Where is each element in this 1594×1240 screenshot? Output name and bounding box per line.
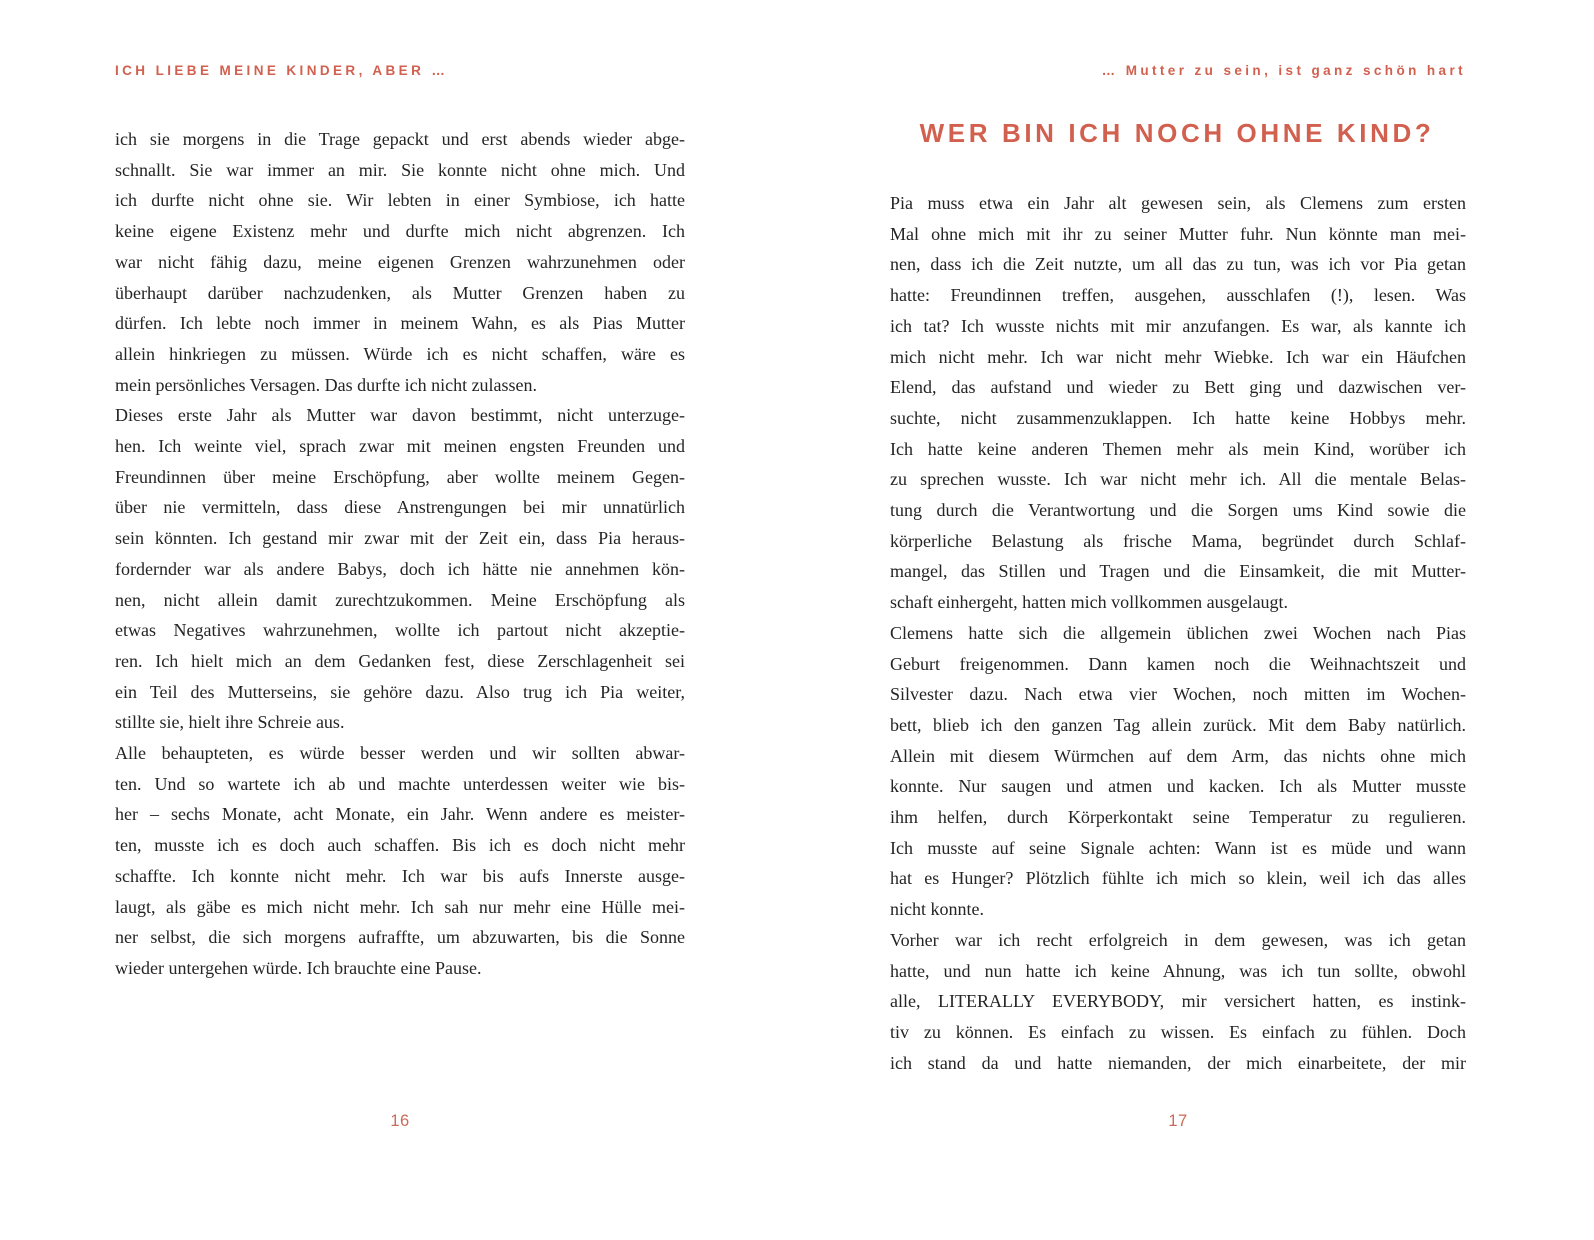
text-line: ich sie morgens in die Trage gepackt und erst abends wieder abge- [115, 129, 685, 149]
text-line: suchte, nicht zusammenzuklappen. Ich hatte keine Hobbys mehr. [890, 407, 1466, 428]
text-line: ihm helfen, durch Körperkontakt seine Temperatur zu regulieren. [890, 807, 1466, 828]
text-line: allein hinkriegen zu müssen. Würde ich es nicht schaffen, wäre es [115, 343, 685, 364]
text-line: Clemens hatte sich die allgemein üblichen zwei Wochen nach Pias [890, 622, 1466, 643]
text-line: ich stand da und hatte niemanden, der mich einarbeitete, der mir [890, 1052, 1466, 1073]
right-page-body [890, 188, 1466, 1078]
chapter-heading: WER BIN ICH NOCH OHNE KIND? [919, 118, 1435, 148]
left-running-head: ICH LIEBE MEINE KINDER, ABER … [115, 63, 449, 78]
text-line: keine eigene Existenz mehr und durfte mich nicht abgrenzen. Ich [115, 221, 685, 242]
text-line: überhaupt darüber nachzudenken, als Mutter Grenzen haben zu [115, 282, 685, 303]
text-line: mein persönliches Versagen. Das durfte ich nicht zulassen. [115, 374, 538, 395]
text-line: Silvester dazu. Nach etwa vier Wochen, noch mitten im Wochen- [890, 684, 1466, 705]
text-line: fordernder war als andere Babys, doch ich hätte nie annehmen kön- [115, 558, 685, 579]
text-line: hat es Hunger? Plötzlich fühlte ich mich so klein, weil ich das alles [890, 868, 1466, 889]
text-line: ich tat? Ich wusste nichts mit mir anzufangen. Es war, als kannte ich [890, 315, 1466, 336]
text-line: über nie vermitteln, dass diese Anstrengungen bei mir unnatürlich [115, 497, 685, 518]
text-line: nicht konnte. [890, 899, 984, 920]
text-line: Ich hatte keine anderen Themen mehr als mein Kind, worüber ich [890, 438, 1466, 459]
left-page-number: 16 [390, 1112, 410, 1130]
text-line: hen. Ich weinte viel, sprach zwar mit meinen engsten Freunden und [115, 436, 685, 457]
text-line: dürfen. Ich lebte noch immer in meinem Wahn, es als Pias Mutter [115, 313, 685, 334]
text-line: stillte sie, hielt ihre Schreie aus. [115, 712, 345, 733]
text-line: tiv zu können. Es einfach zu wissen. Es einfach zu fühlen. Doch [890, 1021, 1466, 1042]
left-page-body [115, 124, 685, 984]
right-running-head: … Mutter zu sein, ist ganz schön hart [1101, 63, 1466, 78]
text-line: wieder untergehen würde. Ich brauchte eine Pause. [115, 957, 482, 978]
text-line: Pia muss etwa ein Jahr alt gewesen sein, als Clemens zum ersten [890, 193, 1466, 213]
text-line: Freundinnen über meine Erschöpfung, aber wollte meinem Gegen- [115, 466, 685, 487]
text-line: konnte. Nur saugen und atmen und kacken. Ich als Mutter musste [890, 776, 1466, 797]
text-line: Mal ohne mich mit ihr zu seiner Mutter fuhr. Nun könnte man mei- [890, 223, 1466, 244]
text-line: körperliche Belastung als frische Mama, begründet durch Schlaf- [890, 530, 1466, 551]
text-line: war nicht fähig dazu, meine eigenen Grenzen wahrzunehmen oder [115, 251, 685, 272]
right-page-number: 17 [1168, 1112, 1188, 1130]
text-line: tung durch die Verantwortung und die Sorgen ums Kind sowie die [890, 500, 1466, 521]
text-line: nen, nicht allein damit zurechtzukommen. Meine Erschöpfung als [115, 589, 685, 610]
text-line: laugt, als gäbe es mich nicht mehr. Ich sah nur mehr eine Hülle mei- [115, 896, 685, 917]
text-line: mich nicht mehr. Ich war nicht mehr Wiebke. Ich war ein Häufchen [890, 346, 1466, 367]
text-line: Alle behaupteten, es würde besser werden und wir sollten abwar- [115, 743, 685, 764]
text-line: bett, blieb ich den ganzen Tag allein zurück. Mit dem Baby natürlich. [890, 714, 1466, 735]
text-line: mangel, das Stillen und Tragen und die Einsamkeit, die mit Mutter- [890, 561, 1466, 582]
text-line: alle, LITERALLY EVERYBODY, mir versichert hatten, es instink- [890, 991, 1466, 1012]
text-line: ich durfte nicht ohne sie. Wir lebten in einer Symbiose, ich hatte [115, 190, 685, 211]
text-line: Vorher war ich recht erfolgreich in dem gewesen, was ich getan [890, 929, 1466, 950]
text-line: Allein mit diesem Würmchen auf dem Arm, das nichts ohne mich [890, 745, 1466, 766]
text-line: her – sechs Monate, acht Monate, ein Jahr. Wenn andere es meister- [115, 804, 685, 825]
text-line: hatte: Freundinnen treffen, ausgehen, ausschlafen (!), lesen. Was [890, 285, 1466, 306]
text-line: schnallt. Sie war immer an mir. Sie konnte nicht ohne mich. Und [115, 159, 685, 180]
text-line: ten. Und so wartete ich ab und machte unterdessen weiter wie bis- [115, 773, 685, 794]
text-line: nen, dass ich die Zeit nutzte, um all das zu tun, was ich vor Pia getan [890, 254, 1466, 275]
text-line: Geburt freigenommen. Dann kamen noch die Weihnachtszeit und [890, 653, 1466, 674]
text-line: schaffte. Ich konnte nicht mehr. Ich war bis aufs Innerste ausge- [115, 865, 685, 886]
text-line: zu sprechen wusste. Ich war nicht mehr ich. All die mentale Belas- [890, 469, 1466, 490]
text-line: sein könnten. Ich gestand mir zwar mit der Zeit ein, dass Pia heraus- [115, 528, 685, 549]
text-line: ner selbst, die sich morgens aufraffte, um abzuwarten, bis die Sonne [115, 927, 685, 948]
text-line: schaft einhergeht, hatten mich vollkommen ausgelaugt. [890, 592, 1289, 613]
text-line: etwas Negatives wahrzunehmen, wollte ich partout nicht akzeptie- [115, 620, 685, 641]
text-line: Elend, das aufstand und wieder zu Bett ging und dazwischen ver- [890, 377, 1466, 398]
text-line: ein Teil des Mutterseins, sie gehöre dazu. Also trug ich Pia weiter, [115, 681, 685, 702]
text-line: Dieses erste Jahr als Mutter war davon bestimmt, nicht unterzuge- [115, 405, 685, 426]
text-line: ren. Ich hielt mich an dem Gedanken fest, diese Zerschlagenheit sei [115, 650, 685, 671]
text-line: hatte, und nun hatte ich keine Ahnung, was ich tun sollte, obwohl [890, 960, 1466, 981]
text-line: ten, musste ich es doch auch schaffen. Bis ich es doch nicht mehr [115, 835, 685, 856]
text-line: Ich musste auf seine Signale achten: Wann ist es müde und wann [890, 837, 1466, 858]
